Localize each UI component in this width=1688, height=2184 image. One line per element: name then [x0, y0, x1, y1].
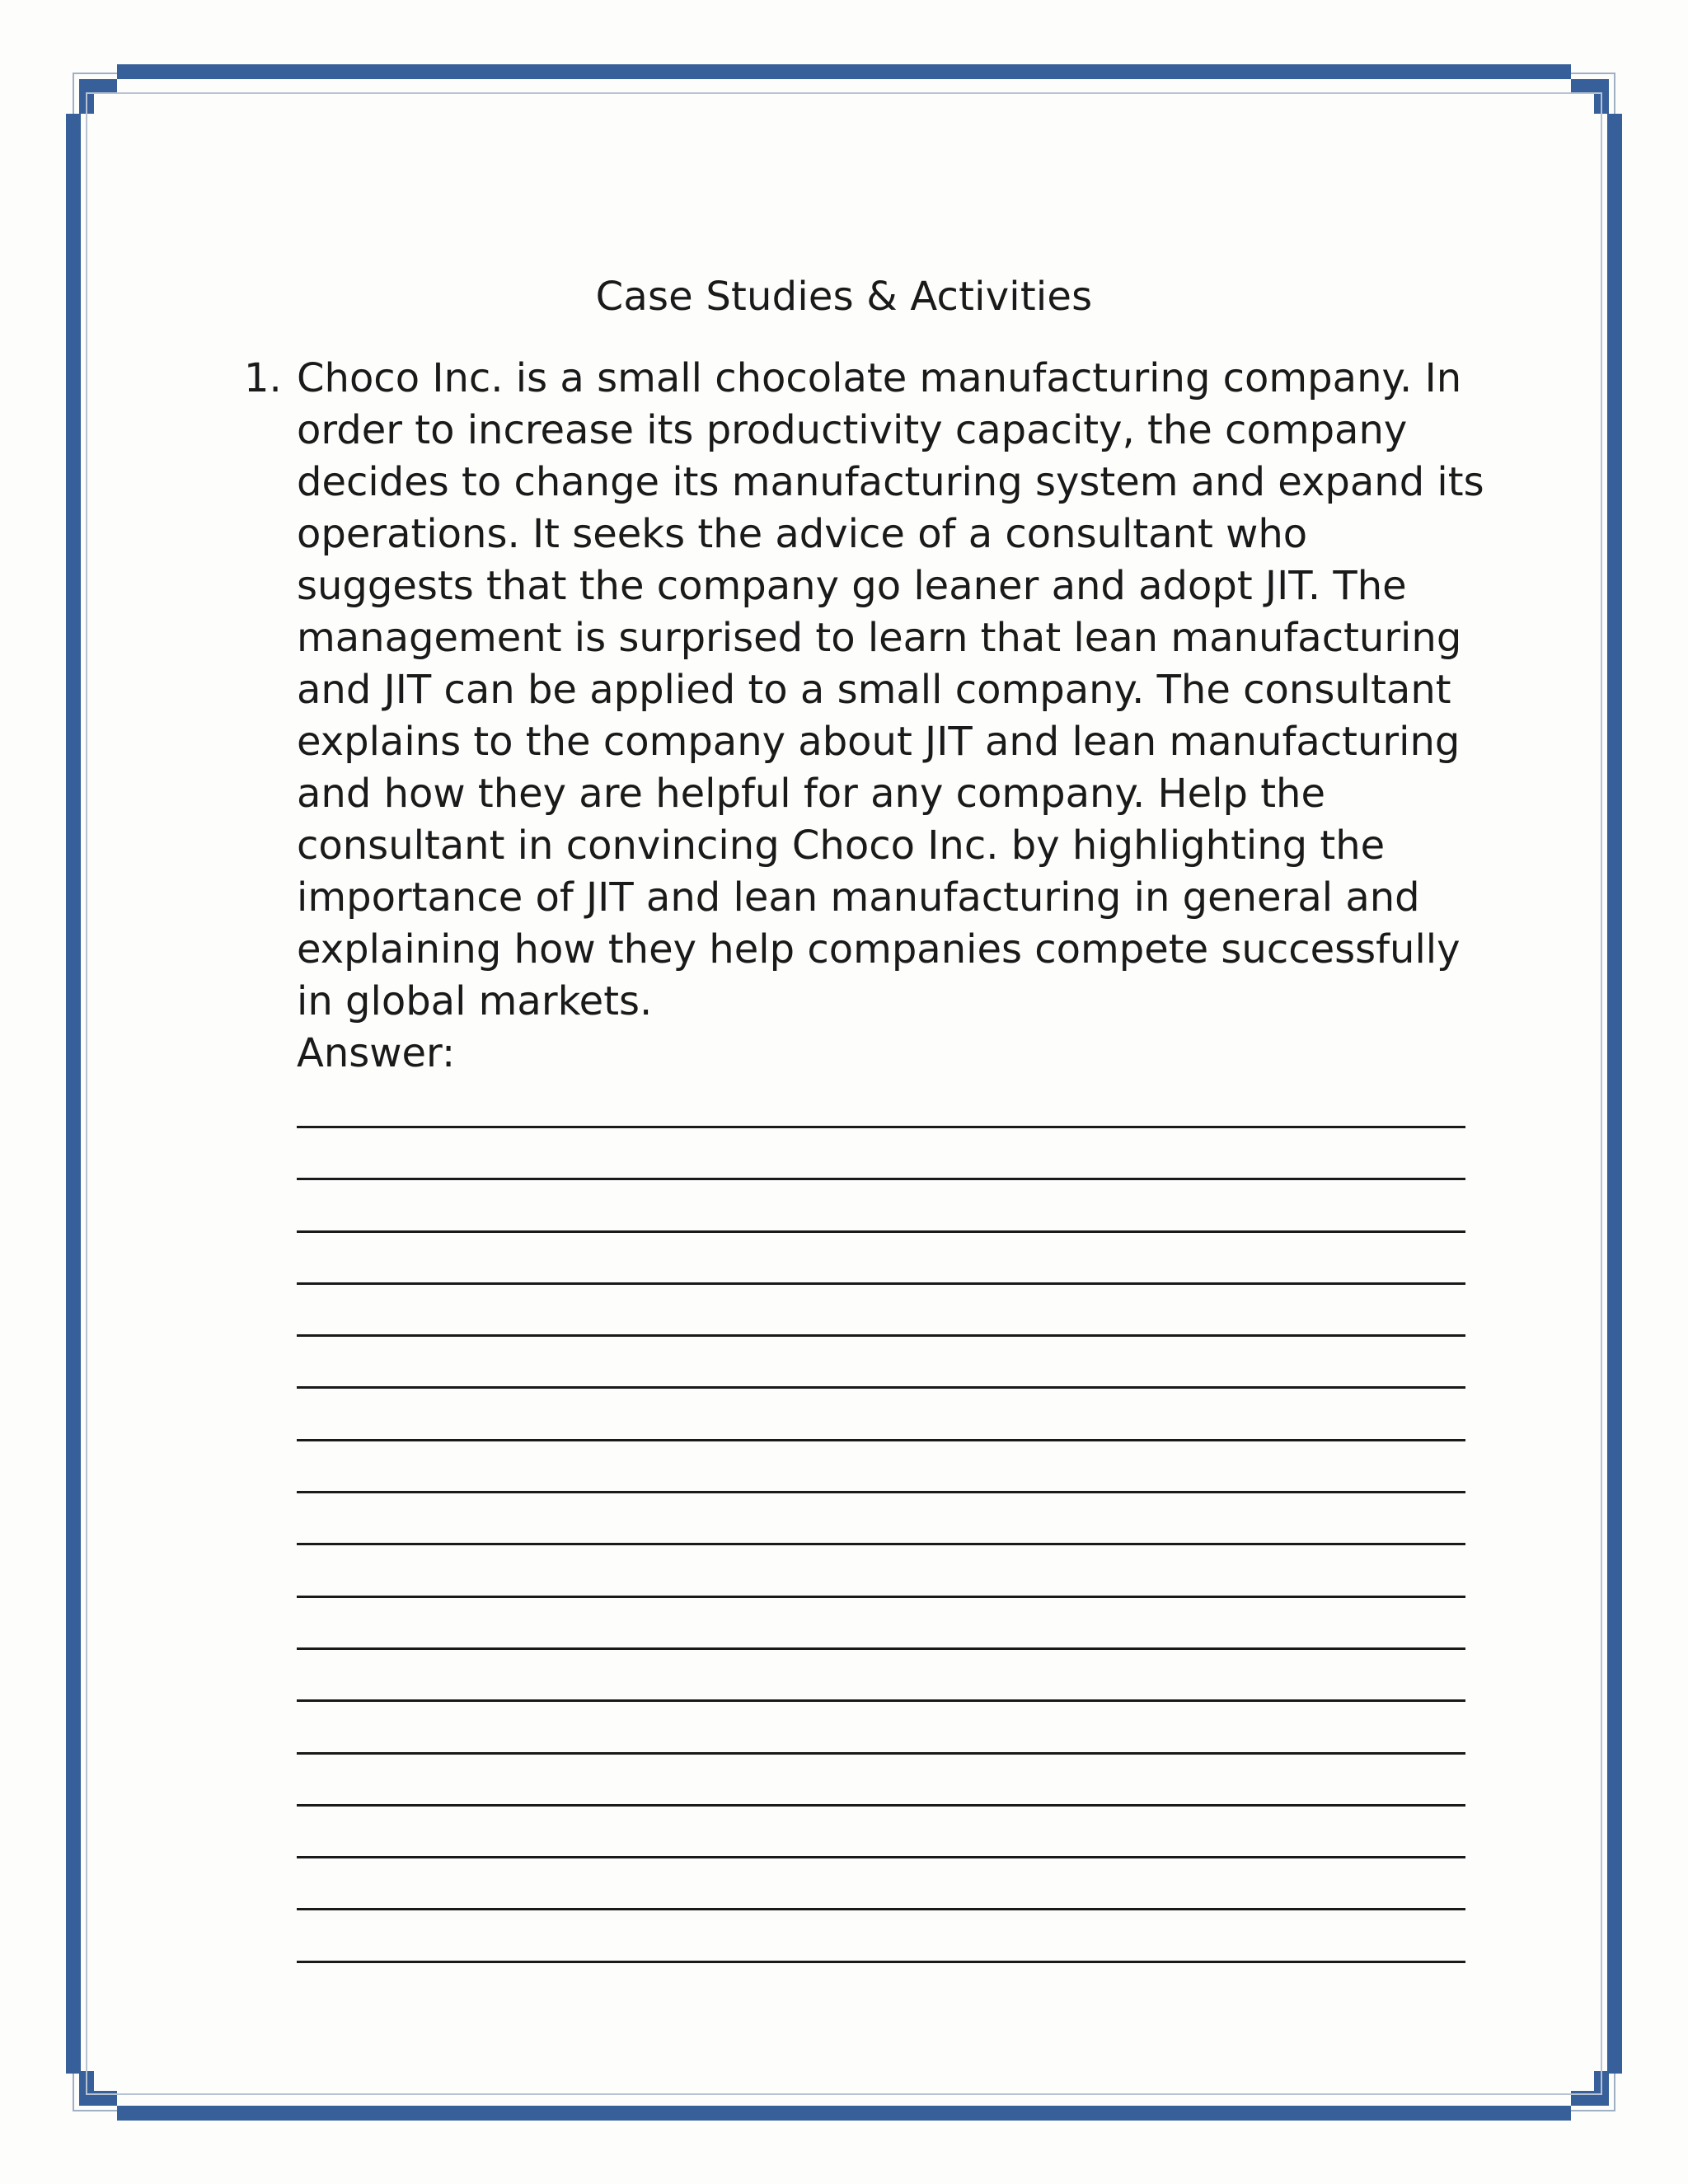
answer-label: Answer: — [297, 1030, 456, 1076]
answer-line[interactable] — [297, 1807, 1465, 1858]
answer-line[interactable] — [297, 1755, 1465, 1807]
answer-line[interactable] — [297, 1545, 1465, 1597]
answer-line[interactable] — [297, 1493, 1465, 1545]
border-right-bar — [1607, 114, 1622, 2074]
answer-line[interactable] — [297, 1337, 1465, 1389]
answer-line[interactable] — [297, 1285, 1465, 1337]
answer-line[interactable] — [297, 1441, 1465, 1493]
border-top-bar — [117, 64, 1571, 79]
answer-line[interactable] — [297, 1910, 1465, 1962]
answer-lines[interactable] — [297, 1126, 1465, 1963]
page-title: Case Studies & Activities — [595, 274, 1093, 320]
border-bottom-bar — [117, 2106, 1571, 2121]
question-text: Choco Inc. is a small chocolate manufacturing company. In order to increase its productivity capacity, the company decides to change its manufacturing system and expand its operations. It seeks the advice of a consultant who suggests that the company go leaner and adopt JIT. The management is surprised to learn that lean manufacturing and JIT can be applied to a small company. The consultant explains to the company about JIT and lean manufacturing and how they are helpful for any company. Help the consultant in convincing Choco Inc. by highlighting the importance of JIT and lean manufacturing in general and explaining how they help companies compete successfully in global markets. — [297, 355, 1484, 1024]
answer-line[interactable] — [297, 1650, 1465, 1702]
border-left-bar — [66, 114, 81, 2074]
answer-line[interactable] — [297, 1858, 1465, 1910]
answer-line[interactable] — [297, 1702, 1465, 1754]
answer-line[interactable] — [297, 1389, 1465, 1441]
answer-line[interactable] — [297, 1128, 1465, 1180]
answer-line[interactable] — [297, 1233, 1465, 1285]
answer-line[interactable] — [297, 1180, 1465, 1232]
answer-line[interactable] — [297, 1598, 1465, 1650]
question-number: 1. — [244, 355, 282, 401]
